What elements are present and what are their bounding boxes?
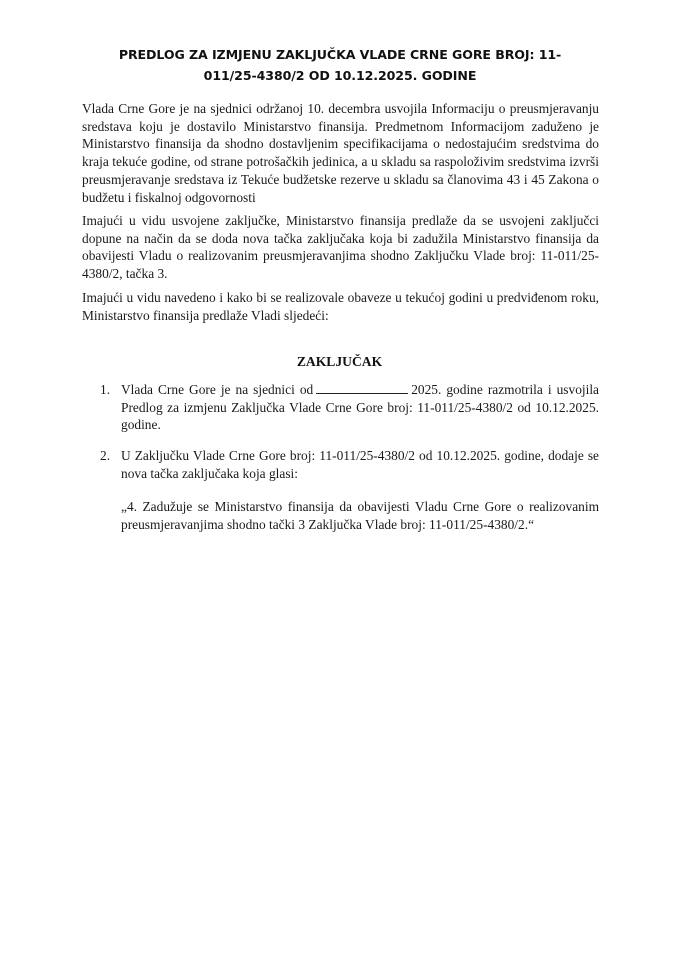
conclusion-item-1 [100,381,599,434]
item-number: 2. [100,448,111,463]
item-text-before-blank: Vlada Crne Gore je na sjednici od [121,382,314,397]
item-text-after-blank: 2025. godine razmotrila i usvojila Predlog za izmjenu Zaključka Vlade Crne Gore broj: 11-011/25-4380/2 od 10.12.2025. godine. [121,382,600,433]
document-title: PREDLOG ZA IZMJENU ZAKLJUČKA VLADE CRNE GORE BROJ: 11-011/25-4380/2 OD 10.12.2025. GODINE [118,47,562,83]
conclusion-item-2 [100,447,599,482]
new-point-quote: „4. Zadužuje se Ministarstvo finansija da obavijesti Vladu Crne Gore o realizovanim preusmjeravanjima shodno tački 3 Zaključka Vlade broj: 11-011/25-4380/2.“ [121,499,599,532]
item-number: 1. [100,382,111,397]
recommendation-paragraph: Imajući u vidu navedeno i kako bi se realizovale obaveze u tekućoj godini u predviđenom roku, Ministarstvo finansija predlaže Vladi sljedeći: [82,290,599,323]
item-text [121,381,599,434]
intro-paragraph: Vlada Crne Gore je na sjednici održanoj 10. decembra usvojila Informaciju o preusmjeravanju sredstava koju je dostavilo Ministarstvo finansija. Predmetnom Informacijom zaduženo je Ministarstvo finansija da shodno dostavljenim specifikacijama o nedostajućim sredstvima do kraja tekuće godine, od strane potrošačkih jedinica, a u skladu sa raspoloživim sredstvima izvrši preusmjeravanje sredstava iz Tekuće budžetske rezerve u skladu sa članovima 43 i 45 Zakona o budžetu i fiskalnoj odgovornosti [82,101,599,205]
proposal-paragraph: Imajući u vidu usvojene zaključke, Ministarstvo finansija predlaže da se usvojeni zaključci dopune na način da se doda nova tačka zaključaka koja bi zadužila Ministarstvo finansija da obavijesti Vladu o realizovanim preusmjeravanjima shodno Zaključku Vlade broj: 11-011/25-4380/2, tačka 3. [82,213,599,282]
item-text: U Zaključku Vlade Crne Gore broj: 11-011/25-4380/2 od 10.12.2025. godine, dodaje se nova tačka zaključaka koja glasi: [121,448,599,481]
date-blank-line [316,382,408,394]
conclusion-heading: ZAKLJUČAK [296,354,383,369]
